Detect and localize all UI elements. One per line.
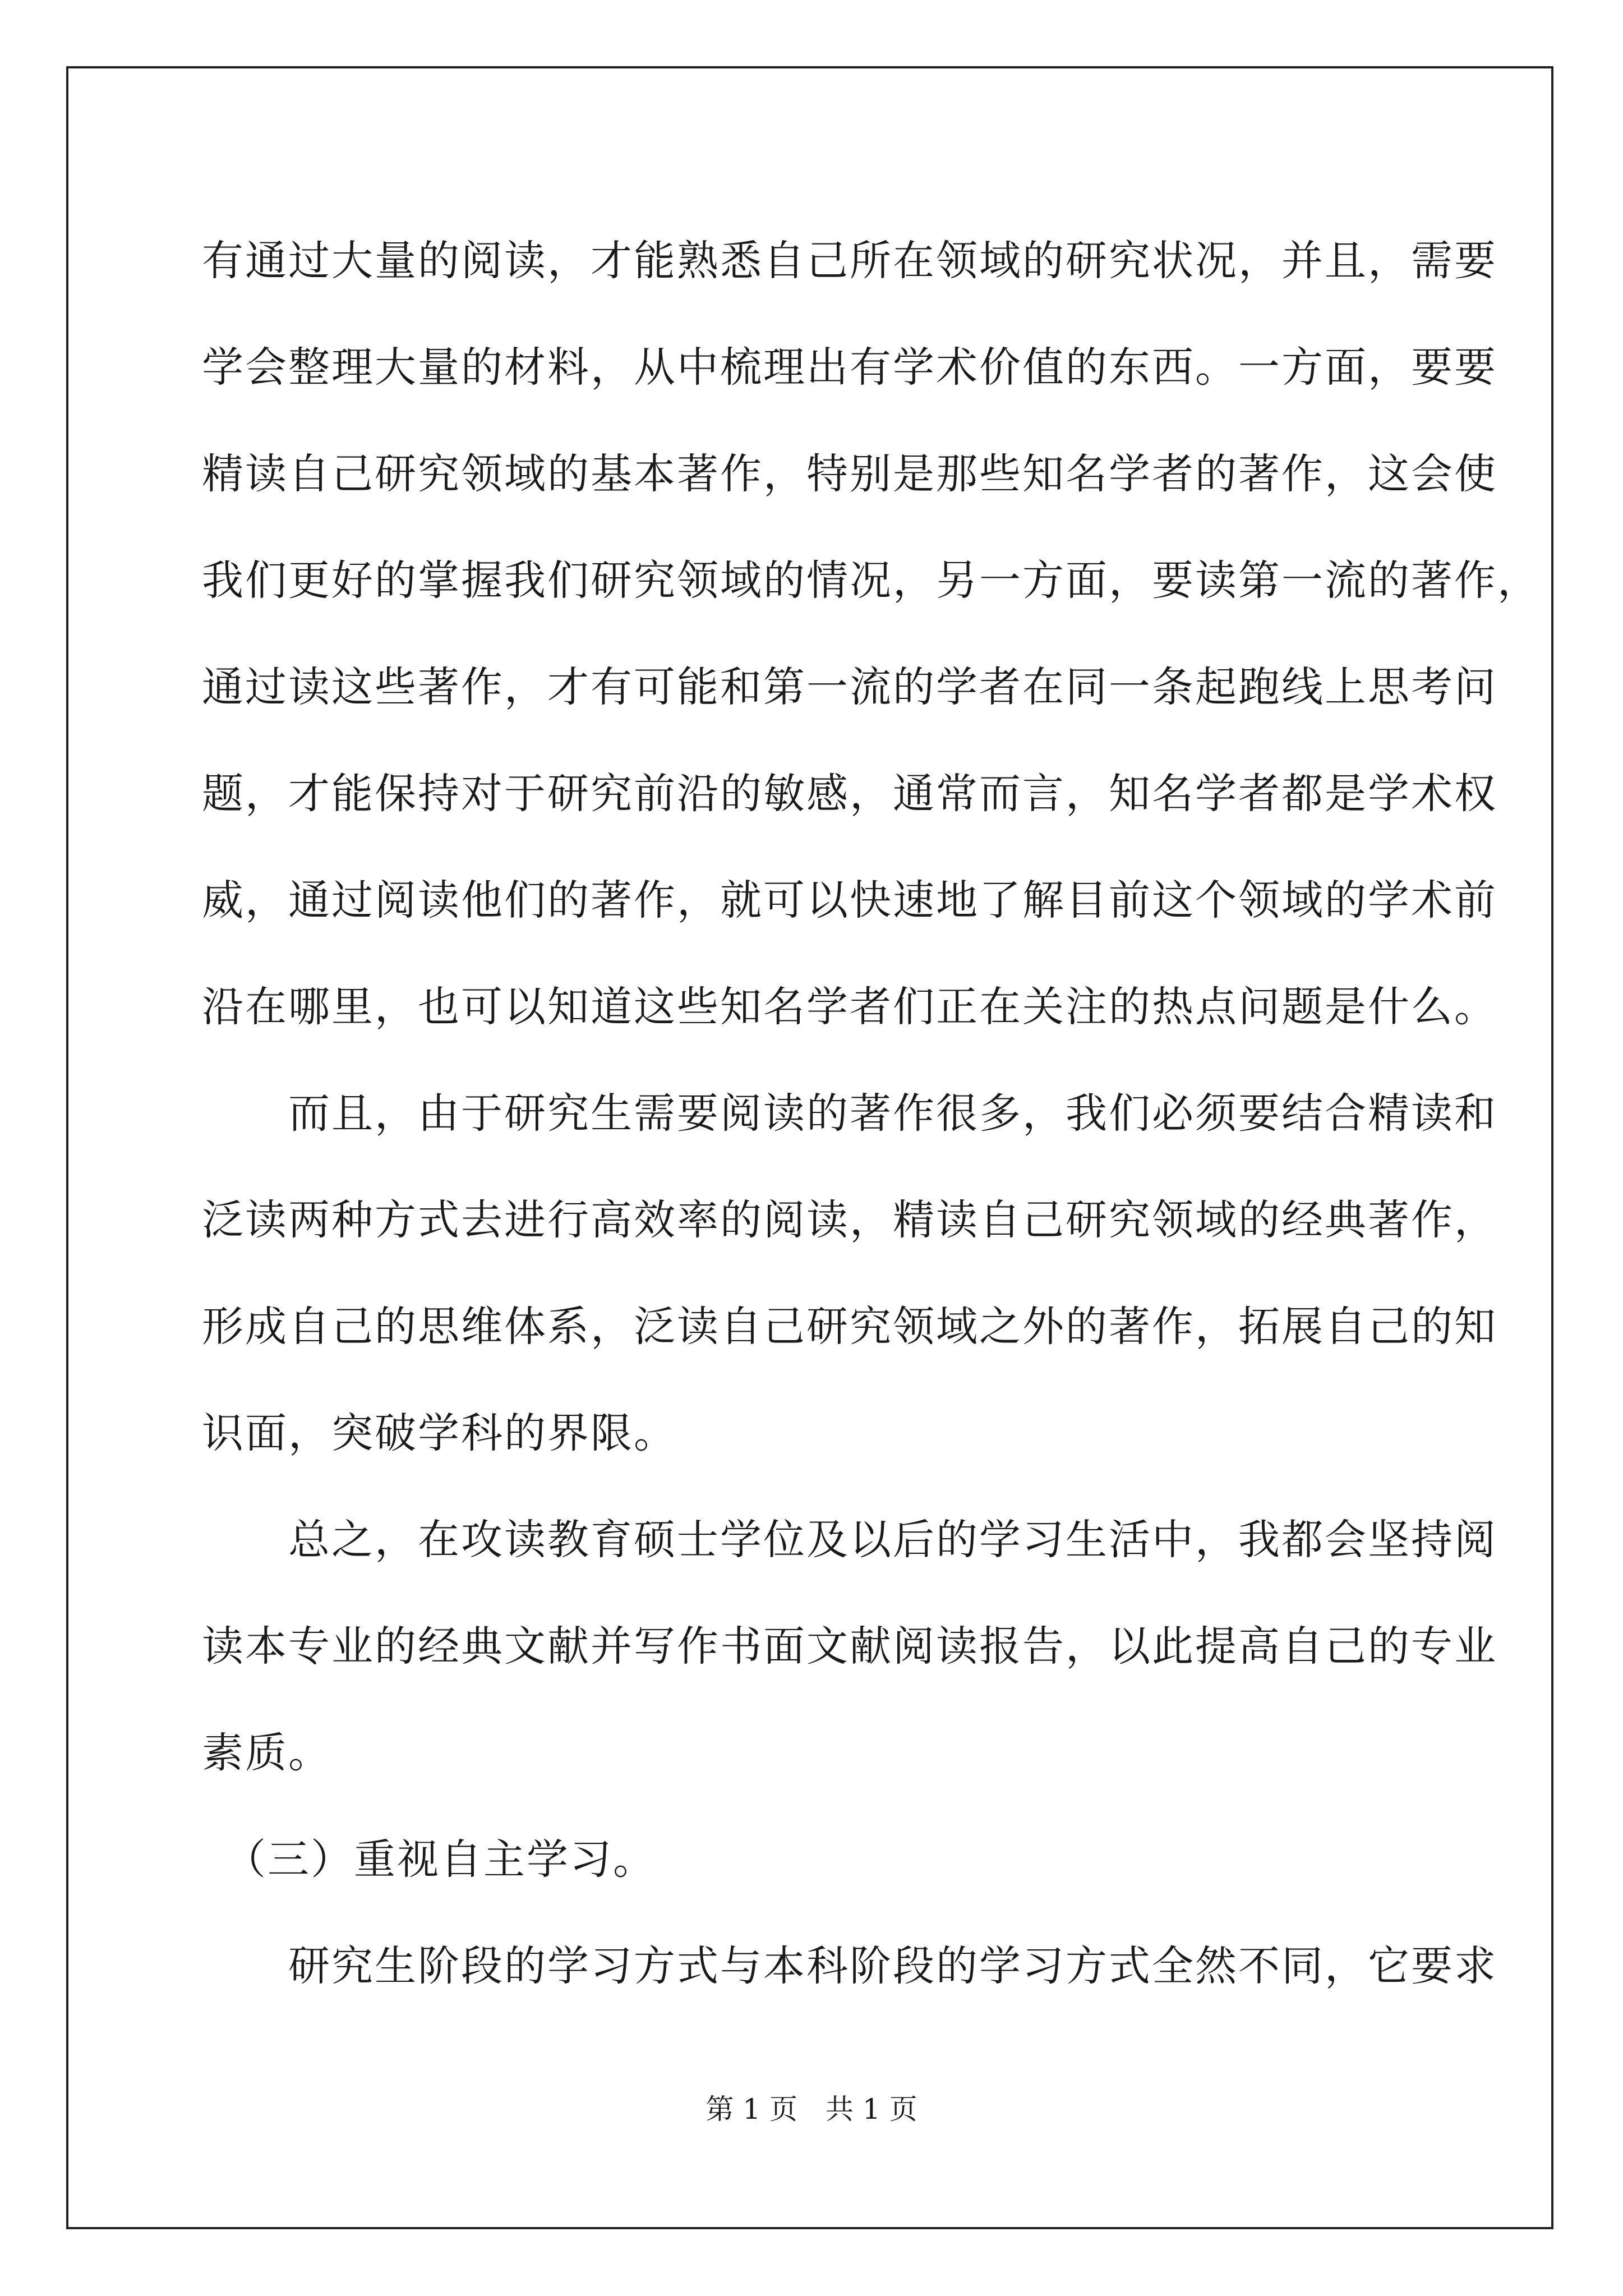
text-line: 泛读两种方式去进行高效率的阅读，精读自己研究领域的经典著作， — [202, 1196, 1497, 1244]
text-line: 而且，由于研究生需要阅读的著作很多，我们必须要结合精读和 — [202, 1089, 1497, 1138]
text-line: 精读自己研究领域的基本著作，特别是那些知名学者的著作，这会使 — [202, 450, 1497, 498]
text-line: 通过读这些著作，才有可能和第一流的学者在同一条起跑线上思考问 — [202, 663, 1497, 711]
text-line: 学会整理大量的材料，从中梳理出有学术价值的东西。一方面，要要 — [202, 343, 1497, 392]
text-line: 素质。 — [202, 1729, 331, 1777]
text-line: 威，通过阅读他们的著作，就可以快速地了解目前这个领域的学术前 — [202, 876, 1497, 924]
text-line: 读本专业的经典文献并写作书面文献阅读报告，以此提高自己的专业 — [202, 1622, 1497, 1671]
text-line: 题，才能保持对于研究前沿的敏感，通常而言，知名学者都是学术权 — [202, 770, 1497, 818]
text-line: 总之，在攻读教育硕士学位及以后的学习生活中，我都会坚持阅 — [202, 1516, 1497, 1564]
document-body — [202, 208, 1541, 2019]
text-line: 我们更好的掌握我们研究领域的情况，另一方面，要读第一流的著作， — [202, 556, 1541, 605]
page-number: 第 1 页 共 1 页 — [706, 2093, 917, 2125]
text-line: 识面，突破学科的界限。 — [202, 1409, 677, 1457]
text-line: 研究生阶段的学习方式与本科阶段的学习方式全然不同，它要求 — [202, 1942, 1497, 1990]
section-heading: （三）重视自主学习。 — [202, 1835, 656, 1884]
text-line: 有通过大量的阅读，才能熟悉自己所在领域的研究状况，并且，需要 — [202, 237, 1497, 285]
text-line: 形成自己的思维体系，泛读自己研究领域之外的著作，拓展自己的知 — [202, 1303, 1497, 1351]
text-line: 沿在哪里，也可以知道这些知名学者们正在关注的热点问题是什么。 — [202, 983, 1497, 1031]
